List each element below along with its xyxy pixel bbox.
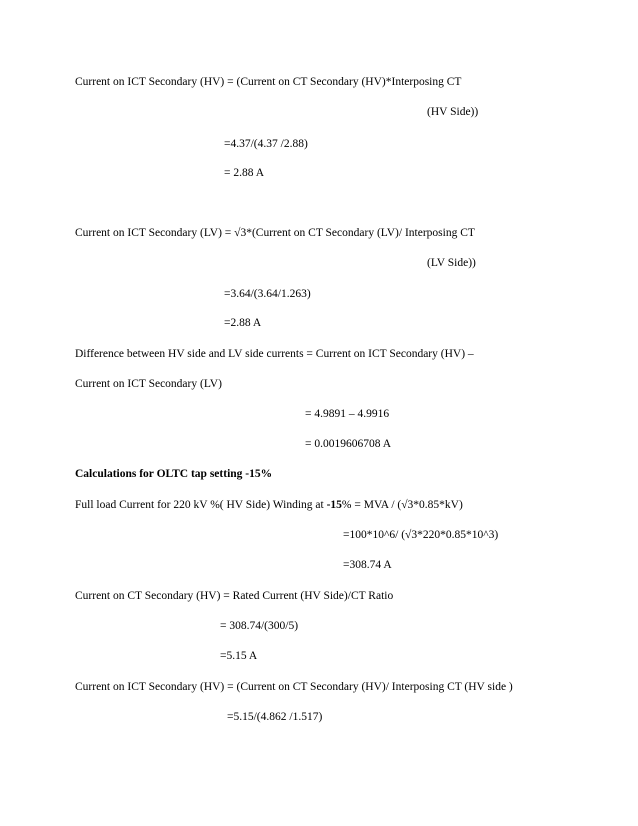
lv-ict-current-substitution: =3.64/(3.64/1.263) [224, 288, 311, 300]
lv-ict-current-result: =2.88 A [224, 317, 262, 329]
tap-setting-value: -15 [326, 499, 342, 511]
difference-result: = 0.0019606708 A [305, 438, 392, 450]
hv-ict-current-formula: Current on ICT Secondary (HV) = (Current on CT Secondary (HV)*Interposing CT [75, 76, 462, 88]
full-load-current-formula [75, 498, 463, 512]
ct-secondary-current-result: =5.15 A [220, 650, 258, 662]
ct-secondary-current-substitution: = 308.74/(300/5) [220, 620, 299, 632]
hv-ict-current-result: = 2.88 A [224, 167, 265, 179]
difference-formula: Difference between HV side and LV side currents = Current on ICT Secondary (HV) – [75, 348, 474, 360]
difference-formula-continued: Current on ICT Secondary (LV) [75, 378, 222, 390]
lv-ict-current-formula: Current on ICT Secondary (LV) = √3*(Current on CT Secondary (LV)/ Interposing CT [75, 227, 475, 239]
hv-ict-current-substitution-2: =5.15/(4.862 /1.517) [227, 711, 323, 723]
full-load-current-result: =308.74 A [343, 559, 392, 571]
section-heading: Calculations for OLTC tap setting -15% [75, 468, 273, 480]
difference-substitution: = 4.9891 – 4.9916 [305, 408, 390, 420]
full-load-current-formula-end: % = MVA / (√3*0.85*kV) [341, 499, 463, 511]
lv-ict-current-formula-continued: (LV Side)) [427, 257, 476, 269]
full-load-current-formula-start: Full load Current for 220 kV %( HV Side) Winding at [75, 499, 327, 511]
hv-ict-current-formula-2: Current on ICT Secondary (HV) = (Current on CT Secondary (HV)/ Interposing CT (HV side ) [75, 681, 513, 693]
hv-ict-current-formula-continued: (HV Side)) [427, 106, 479, 118]
full-load-current-substitution: =100*10^6/ (√3*220*0.85*10^3) [343, 529, 499, 541]
hv-ict-current-substitution: =4.37/(4.37 /2.88) [224, 138, 308, 150]
ct-secondary-current-formula: Current on CT Secondary (HV) = Rated Current (HV Side)/CT Ratio [75, 590, 394, 602]
